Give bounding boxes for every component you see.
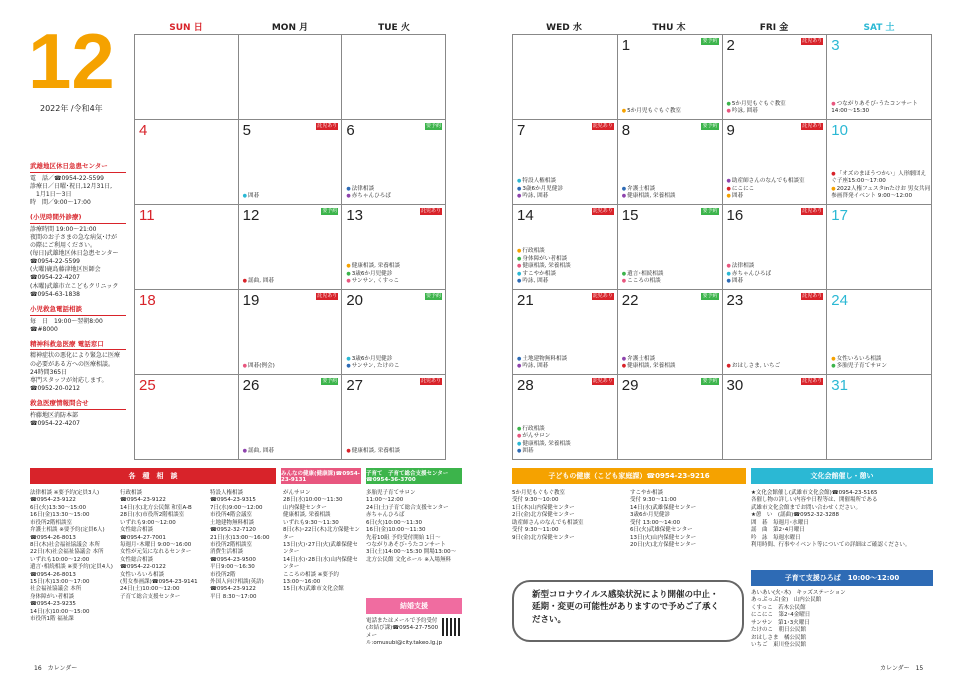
consult-col-1: 法律相談 ※要予約(定員3人) ☎0954-23-9122 6日(火)13:30～15:00 16日(金)13:30～15:00 市役所2階相談室 弁護士相談 ※要予約(定員6人) ☎0954-26-8013 8日(木)社会福祉協議会 本所 22日(木)社会福祉協議会 本所 いずれも10:00～12:00 遺言･相続相談 ※要予約(定員4人) ☎0954-26-8013 15日(木)13:00～17:00 社会福祉協議会 本所 身体障がい者相談 ☎0954-23-9235 14日(水)10:00～15:00 市役所1階 福祉課 <box>30 490 113 623</box>
event-item: ● 健康相談, 栄養相談 <box>346 263 400 271</box>
event-item: ● すこやか相談 <box>517 271 571 279</box>
calendar-day-cell <box>342 205 446 290</box>
event-item: ● 5か月児もぐもぐ教室 <box>727 101 786 109</box>
day-number: 27 <box>346 377 363 394</box>
event-item: ● 赤ちゃんひろば <box>346 193 391 201</box>
day-number: 23 <box>726 292 744 309</box>
marriage-text: 電話またはメールで予約受付 (お結び課)☎0954-27-7500 メール:omusubi@city.takeo.lg.jp <box>366 618 443 647</box>
day-number: 14 <box>517 207 534 224</box>
day-number: 1 <box>621 37 631 54</box>
event-item: ● 弁護士相談 <box>622 356 676 364</box>
play-square-col: あいあい(火･木) キッズステーション あっぷっぷ(金) 山内公民館 くすっこ 若木公民館 にこにこ 第2･4金曜日 サンサン 第1･3火曜日 たけのこ 朝日公民館 おはしさま 橘公民館 いちご 東川登公民館 <box>751 590 846 648</box>
day-number: 21 <box>517 292 534 309</box>
calendar-day-cell <box>617 375 722 460</box>
covid-notice: 新型コロナウイルス感染状況により開催の中止・延期・変更の可能性がありますので予めご了承ください。 <box>512 580 744 642</box>
event-item: ● 囲碁 <box>727 193 805 201</box>
sidebar-heading: 小児救急電話相談 <box>30 305 126 316</box>
childcare-badge: 託児あり <box>420 378 441 384</box>
event-list <box>517 426 571 456</box>
childcare-badge: 要予約 <box>702 208 718 214</box>
consult-col-3: 特設人権相談 ☎0954-23-9315 7日(水)9:00～12:00 市役所4階会議室 土地建物無料相談 ☎0952-32-7120 21日(水)13:00～16:00 市役所2階相談室 消費生活相談 ☎0954-23-9500 平日9:00～16:30 市役所2階 外国人向け相談(英語) ☎0954-23-9122 平日 8:30～17:00 <box>210 490 270 600</box>
event-item: ● 弁護士相談 <box>622 186 676 194</box>
day-number: 29 <box>621 377 639 394</box>
event-list <box>622 356 676 371</box>
calendar-day-cell <box>722 290 827 375</box>
sidebar-heading: 武雄地区休日急患センター <box>30 162 126 173</box>
event-list <box>727 178 805 201</box>
calendar-grid-left <box>134 34 446 460</box>
day-number: 7 <box>517 122 526 139</box>
event-list <box>517 178 563 201</box>
event-item: ● サンサン, たけのこ <box>346 363 399 371</box>
sidebar-text: 精神症状の悪化により緊急に医療 の必要がある方への医療相談。 24時間365日 専門スタッフが対応します。 ☎0952-20-0212 <box>30 352 121 392</box>
event-list <box>346 263 400 286</box>
childcare-badge: 託児あり <box>592 123 613 129</box>
day-number: 20 <box>346 292 363 309</box>
event-item: ● 赤ちゃんひろば <box>727 271 772 279</box>
day-number: 4 <box>139 122 148 139</box>
childcare-badge: 要予約 <box>425 293 441 299</box>
calendar-day-cell <box>342 375 446 460</box>
childcare-badge: 託児あり <box>317 293 338 299</box>
calendar-day-cell <box>513 205 618 290</box>
event-item: ● 「オズのまほうつかい」人形劇団えぐ子座15:00～17:00 <box>831 171 931 186</box>
event-item: ● 3歳6か月児健診 <box>346 356 399 364</box>
event-list <box>517 248 571 286</box>
event-list <box>346 356 399 371</box>
calendar-day-cell <box>513 120 618 205</box>
calendar-day-cell <box>342 290 446 375</box>
event-list <box>243 278 274 286</box>
day-header-fri: FRI 金 <box>759 23 789 33</box>
event-item: ● にこにこ <box>727 186 805 194</box>
event-item: ● おはしさま, いちご <box>727 363 781 371</box>
calendar-day-cell <box>513 290 618 375</box>
calendar-day-cell <box>722 375 827 460</box>
sidebar-heading: 救急医療情報問合せ <box>30 399 126 410</box>
event-item: ● 助産師さんのなんでも相談室 <box>727 178 805 186</box>
childcare-badge: 託児あり <box>802 123 823 129</box>
event-list <box>831 171 931 201</box>
day-number: 5 <box>242 122 251 139</box>
day-header-thu: THU 木 <box>652 23 686 33</box>
calendar-day-cell <box>722 120 827 205</box>
childcare-badge: 要予約 <box>702 293 718 299</box>
sidebar-text: 毎 日 19:00～翌朝8:00 ☎#8000 <box>30 317 103 333</box>
calendar-day-cell <box>617 290 722 375</box>
childcare-badge: 託児あり <box>317 123 338 129</box>
event-list <box>831 101 931 116</box>
calendar-day-cell <box>827 375 932 460</box>
day-number: 10 <box>831 122 848 139</box>
calendar-day-cell <box>342 120 446 205</box>
event-item: ● 囲碁 <box>243 193 260 201</box>
calendar-day-cell <box>827 35 932 120</box>
event-list <box>831 356 887 371</box>
day-number: 26 <box>242 377 260 394</box>
event-item: ● 特設人権相談 <box>517 178 563 186</box>
band-kosodate: 子育て 子育て総合支援センター ☎0954-36-3700 <box>366 468 462 484</box>
event-item: ● 遺言･相続相談 <box>622 271 664 279</box>
band-kekkon: 結婚支援 <box>366 598 462 614</box>
day-number: 22 <box>621 292 639 309</box>
day-number: 16 <box>726 207 744 224</box>
event-item: ● 土地建物無料相談 <box>517 356 567 364</box>
calendar-day-cell <box>827 205 932 290</box>
event-item: ● 囲碁 <box>517 448 571 456</box>
calendar-day-cell <box>722 35 827 120</box>
calendar-day-cell <box>827 120 932 205</box>
childcare-badge: 要予約 <box>425 123 441 129</box>
event-item: ● 謡曲, 囲碁 <box>243 278 274 286</box>
day-number: 2 <box>726 37 735 54</box>
calendar-day-cell <box>722 205 827 290</box>
event-list <box>243 363 275 371</box>
event-item: ● 吟詠, 囲碁 <box>517 278 571 286</box>
childcare-badge: 託児あり <box>592 293 613 299</box>
event-list <box>622 186 676 201</box>
day-number: 9 <box>726 122 735 139</box>
event-item: ● 身体障がい者相談 <box>517 256 571 264</box>
event-list <box>622 108 681 116</box>
event-item: ● 健康相談, 栄養相談 <box>517 263 571 271</box>
event-item: ● 行政相談 <box>517 426 571 434</box>
culture-col: ★文化会館催し(武雄市文化会館)☎0954-23-5165 各催し物の詳しい内容や日程等は、開催場所である 武雄市文化会館までお問い合わせください。 ★憩 い (謡曲)☎0952-32-3288 囲 碁 毎週月･水曜日 謡 曲 第2･4月曜日 吟 詠 毎週水曜日 利用時間、行事やイベント等についての詳細はご確認ください。 <box>751 490 911 548</box>
day-header-wed: WED 水 <box>546 23 582 33</box>
childcare-badge: 要予約 <box>702 378 718 384</box>
event-item: ● サンサン, くすっこ <box>346 278 400 286</box>
event-list <box>727 101 786 116</box>
emergency-sidebar <box>30 156 126 428</box>
day-number: 15 <box>621 207 639 224</box>
event-item: ● がんサロン <box>517 433 571 441</box>
sidebar-text: 診療時間 19:00～21:00 夜間のお子さまの急な病気･けが の際にご利用ください。 (毎日)武雄地区休日急患センター ☎0954-22-5599 (火曜)鹿島藤津地区医師会 ☎0954-22-4207 (木曜)武雄市立こどもクリニック ☎0954-63-1838 <box>30 225 119 298</box>
childcare-badge: 託児あり <box>802 293 823 299</box>
day-number: 19 <box>242 292 260 309</box>
day-header-sat: SAT 土 <box>863 23 895 33</box>
event-item: ● 健康相談, 栄養相談 <box>517 441 571 449</box>
band-kakushu: 各 種 相 談 <box>30 468 276 484</box>
day-header-sun: SUN 日 <box>169 23 203 33</box>
day-number: 3 <box>831 37 840 54</box>
childcare-col: 多胎児子育てサロン 11:00～12:00 24日(土)子育て総合支援センター 赤ちゃんひろば 6日(火)10:00～11:30 16日(金)10:00～11:30 先着10組 予約受付開始 1日～ つながりあそび･うたコンサート 3日(土)14:00～15:30 開場13:00～ 北方公民館 文化ホール ※入場無料 <box>366 490 457 563</box>
childcare-badge: 託児あり <box>802 38 823 44</box>
event-list <box>346 186 391 201</box>
event-item: ● 5か月児もぐもぐ教室 <box>622 108 681 116</box>
sidebar-heading: (小児時間外診療) <box>30 213 126 224</box>
calendar-day-cell <box>238 35 342 120</box>
event-item: ● 囲碁(例会) <box>243 363 275 371</box>
childcare-badge: 託児あり <box>420 208 441 214</box>
event-item: ● 多胎児子育てサロン <box>831 363 887 371</box>
calendar-day-cell <box>238 205 342 290</box>
event-list <box>622 271 664 286</box>
event-item: ● 健康相談, 栄養相談 <box>622 363 676 371</box>
day-number: 13 <box>346 207 363 224</box>
event-list <box>727 363 781 371</box>
band-bunka: 文化会館催し・憩い <box>751 468 933 484</box>
sidebar-heading: 精神科救急医療 電話窓口 <box>30 340 126 351</box>
page-number-left: 16 カレンダー <box>34 665 78 672</box>
day-number: 30 <box>726 377 744 394</box>
childcare-badge: 託児あり <box>802 208 823 214</box>
day-number: 25 <box>139 377 156 394</box>
band-kodomo: 子どもの健康（こども家庭課）☎0954-23-9216 <box>512 468 746 484</box>
day-number: 17 <box>831 207 848 224</box>
qr-code-icon <box>442 618 460 636</box>
event-list <box>517 356 567 371</box>
childcare-badge: 要予約 <box>322 208 338 214</box>
day-number: 8 <box>621 122 631 139</box>
event-item: ● 健康相談, 栄養相談 <box>622 193 676 201</box>
day-header-mon: MON 月 <box>271 23 309 33</box>
childcare-badge: 託児あり <box>592 208 613 214</box>
calendar-day-cell <box>513 35 618 120</box>
day-number: 31 <box>831 377 848 394</box>
event-item: ● 2022人権フェスタinたけお 男女共同参画啓発イベント 9:00～12:00 <box>831 186 931 201</box>
day-number: 6 <box>346 122 355 139</box>
sidebar-text: 杵藤地区消防本部 ☎0954-22-4207 <box>30 411 80 427</box>
childcare-badge: 要予約 <box>702 38 718 44</box>
event-list <box>727 263 772 286</box>
event-item: ● 吟詠, 囲碁 <box>517 363 567 371</box>
calendar-day-cell <box>135 120 239 205</box>
calendar-day-cell <box>617 205 722 290</box>
day-number: 11 <box>139 207 155 224</box>
day-header-tue: TUE 火 <box>378 23 410 33</box>
event-item: ● 3歳6か月児健診 <box>346 271 400 279</box>
consult-col-2: 行政相談 ☎0954-23-9122 14日(水)北方公民館 和室A-B 28日(水)市役所2階相談室 いずれも9:00～12:00 女性総合相談 ☎0954-27-7001 毎週月･木曜日 9:00～16:00 女性が元気になれるセンター 女性総合相談 ☎0954-22-0122 女性いろいろ相談 (男女参画課)☎0954-23-9141 24日(土)10:00～12:00 子育て総合支援センター <box>120 490 198 600</box>
day-number: 12 <box>242 207 260 224</box>
event-item: ● こころの相談 <box>622 278 664 286</box>
event-item: ● 吟詠, 囲碁 <box>727 108 786 116</box>
sidebar-text: 電 話／☎0954-22-5599 診療日／日曜･祝日,12月31日, 1月1日～3日 時 間／9:00～17:00 <box>30 174 113 207</box>
calendar-day-cell <box>617 120 722 205</box>
month-number: 12 <box>28 17 115 105</box>
event-list <box>346 448 400 456</box>
event-item: ● 女性いろいろ相談 <box>831 356 887 364</box>
childcare-badge: 託児あり <box>592 378 613 384</box>
event-list <box>243 448 274 456</box>
event-item: ● 囲碁 <box>727 278 772 286</box>
health-col: がんサロン 28日(水)10:00～11:30 山内保健センター 健康相談, 栄養相談 いずれも9:30～11:30 8日(木)･22日(木)北方保健センター 13日(火)･27日(火)武雄保健センター 14日(水)･28日(水)山内保健センター こころの相談 ※要予約 13:00～16:00 15日(木)武雄市文化会館 <box>283 490 360 593</box>
calendar-grid-right <box>512 34 932 460</box>
child-health-col-1: 5か月児もぐもぐ教室 受付 9:30～10:00 1日(木)山内保健センター 2日(金)北方保健センター 助産師さんのなんでも相談室 受付 9:30～11:00 9日(金)北方保健センター <box>512 490 584 541</box>
day-number: 24 <box>831 292 848 309</box>
calendar-day-cell <box>827 290 932 375</box>
year-label: 2022年 /令和4年 <box>40 104 103 113</box>
event-item: ● 吟詠, 囲碁 <box>517 193 563 201</box>
calendar-day-cell <box>513 375 618 460</box>
event-item: ● 法律相談 <box>727 263 772 271</box>
childcare-badge: 要予約 <box>322 378 338 384</box>
event-item: ● 謡曲, 囲碁 <box>243 448 274 456</box>
calendar-day-cell <box>342 35 446 120</box>
event-item: ● つながりあそび･うたコンサート 14:00～15:30 <box>831 101 931 116</box>
calendar-day-cell <box>238 290 342 375</box>
event-item: ● 行政相談 <box>517 248 571 256</box>
band-kosodate2: 子育て支援ひろば 10:00～12:00 <box>751 570 933 586</box>
event-list <box>243 193 260 201</box>
event-item: ● 3歳6か月児健診 <box>517 186 563 194</box>
day-number: 18 <box>139 292 156 309</box>
childcare-badge: 要予約 <box>702 123 718 129</box>
band-minna: みんなの健康(健康課)☎0954-23-9131 <box>281 468 361 484</box>
calendar-day-cell <box>238 120 342 205</box>
event-item: ● 法律相談 <box>346 186 391 194</box>
calendar-day-cell <box>617 35 722 120</box>
page-number-right: カレンダー 15 <box>880 665 924 672</box>
child-health-col-2: すこやか相談 受付 9:30～11:00 14日(水)武雄保健センター 3歳6か月児健診 受付 13:00～14:00 6日(火)武雄保健センター 13日(火)山内保健センター 20日(火)北方保健センター <box>630 490 697 548</box>
childcare-badge: 託児あり <box>802 378 823 384</box>
calendar-day-cell <box>135 35 239 120</box>
day-number: 28 <box>517 377 534 394</box>
calendar-day-cell <box>135 290 239 375</box>
event-item: ● 健康相談, 栄養相談 <box>346 448 400 456</box>
calendar-day-cell <box>135 375 239 460</box>
calendar-day-cell <box>135 205 239 290</box>
calendar-day-cell <box>238 375 342 460</box>
